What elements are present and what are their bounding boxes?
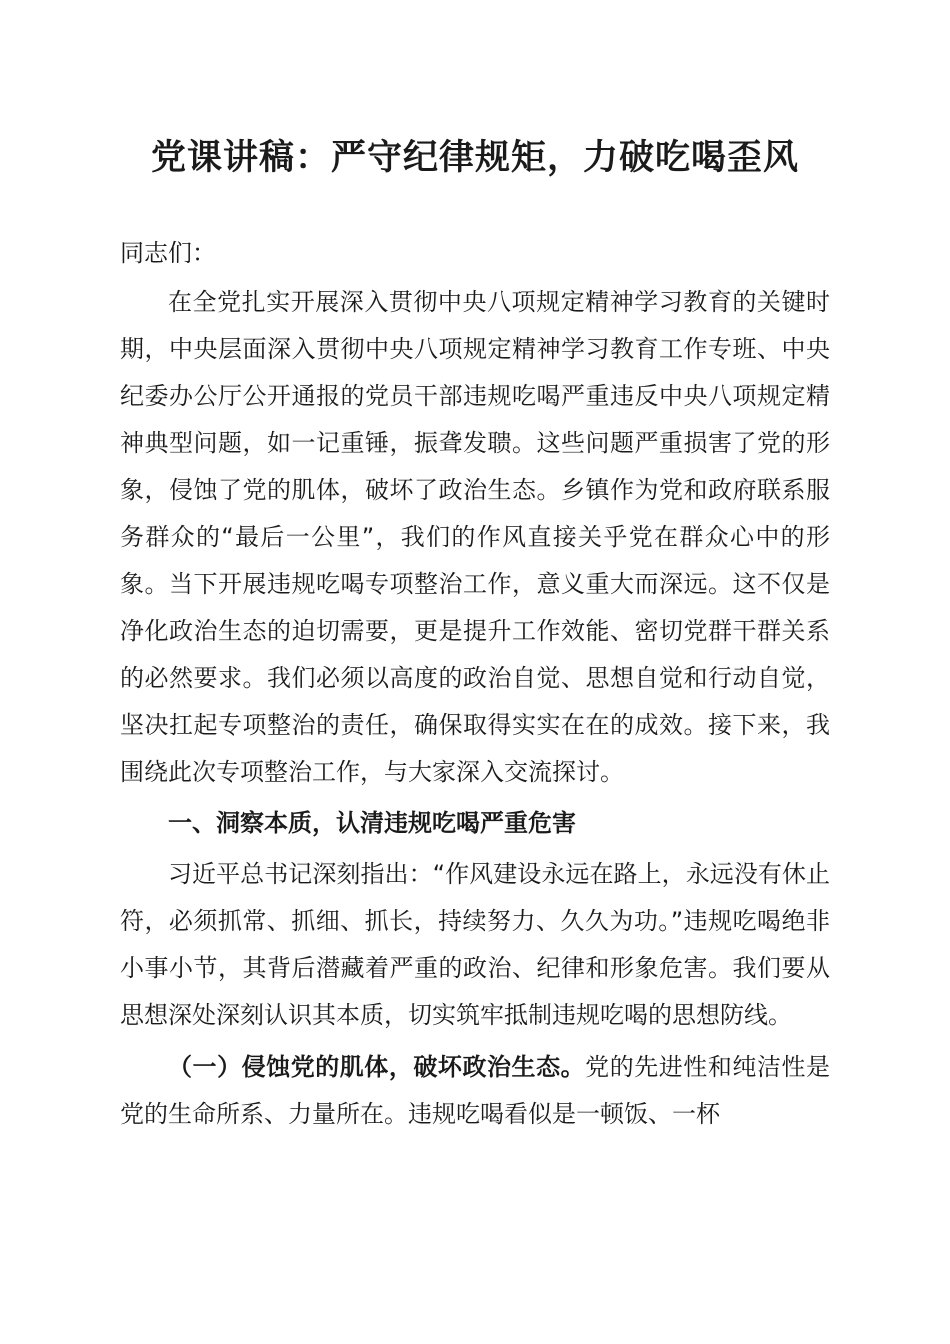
salutation: 同志们： bbox=[120, 239, 216, 267]
paragraph-subsection-1 bbox=[120, 1043, 830, 1138]
document-body bbox=[120, 230, 830, 1138]
paragraph-section-1: 习近平总书记深刻指出：“作风建设永远在路上，永远没有休止符，必须抓常、抓细、抓长，持续努力、久久为功。”违规吃喝绝非小事小节，其背后潜藏着严重的政治、纪律和形象危害。我们要从思想深处深刻认识其本质，切实筑牢抵制违规吃喝的思想防线。 bbox=[120, 860, 830, 1029]
document-title: 党课讲稿：严守纪律规矩，力破吃喝歪风 bbox=[150, 137, 799, 178]
subsection-heading-1: （一）侵蚀党的肌体，破坏政治生态。 bbox=[168, 1052, 586, 1081]
section-heading-1: 一、洞察本质，认清违规吃喝严重危害 bbox=[168, 809, 576, 837]
subsection-text-1: 党的先进性和纯洁性是党的生命所系、力量所在。违规吃喝看似是一顿饭、一杯 bbox=[120, 1053, 831, 1128]
paragraph-intro: 在全党扎实开展深入贯彻中央八项规定精神学习教育的关键时期，中央层面深入贯彻中央八项规定精神学习教育工作专班、中央纪委办公厅公开通报的党员干部违规吃喝严重违反中央八项规定精神典型问题，如一记重锤，振聋发聩。这些问题严重损害了党的形象，侵蚀了党的肌体，破坏了政治生态。乡镇作为党和政府联系服务群众的“最后一公里”，我们的作风直接关乎党在群众心中的形象。当下开展违规吃喝专项整治工作，意义重大而深远。这不仅是净化政治生态的迫切需要，更是提升工作效能、密切党群干群关系的必然要求。我们必须以高度的政治自觉、思想自觉和行动自觉，坚决扛起专项整治的责任，确保取得实实在在的成效。接下来，我围绕此次专项整治工作，与大家深入交流探讨。 bbox=[120, 288, 830, 786]
